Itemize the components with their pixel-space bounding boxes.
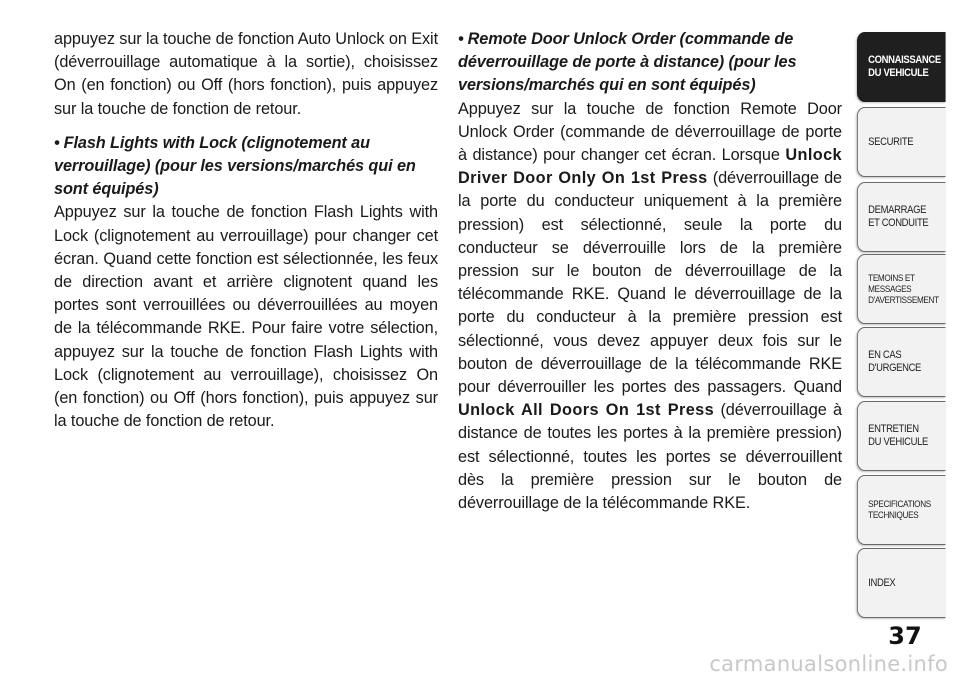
section-heading-remote-unlock xyxy=(458,28,842,98)
tab-label: INDEX xyxy=(868,576,896,589)
tab-label: ENTRETIEN DU VEHICULE xyxy=(868,423,929,448)
tab-demarrage-et-conduite[interactable] xyxy=(857,182,946,252)
body-text: (déverrouillage de la porte du conducteur uniquement à la première pression) est sélectionné, seule la porte du conducteur se déverrouille lors de la première pression sur le bouton de déverrouillage de la télécommande RKE. Quand le déverrouillage de la porte du conducteur à la première pression est sélectionné, vous devez appuyer deux fois sur le bouton de déverrouillage de la télécommande RKE pour déverrouiller les portes des passagers. Quand xyxy=(458,169,843,397)
bullet-icon: • xyxy=(54,133,60,152)
left-column xyxy=(54,28,438,433)
tab-entretien-du-vehicule[interactable] xyxy=(857,401,946,471)
tab-index[interactable] xyxy=(857,548,946,618)
tab-label: TEMOINS ET MESSAGES D'AVERTISSEMENT xyxy=(868,272,939,306)
body-text: Appuyez sur la touche de fonction Remote Door Unlock Order (commande de déverrouillage de porte à distance) pour changer cet écran. Lorsque xyxy=(458,99,842,165)
tab-label: DEMARRAGE ET CONDUITE xyxy=(868,204,929,229)
option-all-doors: Unlock All Doors On 1st Press xyxy=(458,401,715,420)
page-number: 37 xyxy=(888,622,922,650)
watermark: carmanualsonline.info xyxy=(709,652,948,676)
tab-temoins-et-messages[interactable] xyxy=(857,254,946,324)
section-body-remote-unlock xyxy=(458,98,842,516)
bullet-icon: • xyxy=(458,30,464,48)
tab-en-cas-d-urgence[interactable] xyxy=(857,327,946,397)
right-column xyxy=(458,28,842,515)
section-heading-flash-lights xyxy=(54,132,438,202)
section-heading-text: Remote Door Unlock Order (commande de déverrouillage de porte à distance) (pour les versions/marchés qui en sont équipés) xyxy=(458,30,797,95)
tab-label: SECURITE xyxy=(868,135,914,148)
option-driver-door-only: Unlock Driver Door Only On 1st Press xyxy=(458,146,842,188)
tab-connaissance-du-vehicule[interactable] xyxy=(857,32,946,102)
tab-specifications-techniques[interactable] xyxy=(857,475,946,545)
tab-label: CONNAISSANCE DU VEHICULE xyxy=(868,54,941,79)
chapter-tabs xyxy=(857,0,960,678)
tab-label: EN CAS D'URGENCE xyxy=(868,349,922,374)
body-text: (déverrouillage à distance de toutes les portes à la première pression) est sélectionné, toutes les portes se déverrouillent dès la première pression sur le bouton de déverrouillage de la télécommande RKE. xyxy=(458,401,842,513)
intro-paragraph: appuyez sur la touche de fonction Auto Unlock on Exit (déverrouillage automatique à la sortie), choisissez On (en fonction) ou Off (hors fonction), puis appuyez sur la touche de fonction de retour. xyxy=(54,30,438,118)
tab-label: SPECIFICATIONS TECHNIQUES xyxy=(868,499,931,521)
tab-securite[interactable] xyxy=(857,107,946,177)
section-body-flash-lights: Appuyez sur la touche de fonction Flash Lights with Lock (clignotement au verrouillage) pour changer cet écran. Quand cette fonction est sélectionnée, les feux de direction avant et arrière clignotent quand les portes sont verrouillées ou déverrouillées au moyen de la télécommande RKE. Pour faire votre sélection, appuyez sur la touche de fonction Flash Lights with Lock (clignotement au verrouillage), choisissez On (en fonction) ou Off (hors fonction), puis appuyez sur la touche de fonction de retour. xyxy=(54,203,438,431)
section-heading-text: Flash Lights with Lock (clignotement au verrouillage) (pour les versions/marchés qui en sont équipés) xyxy=(54,133,416,199)
